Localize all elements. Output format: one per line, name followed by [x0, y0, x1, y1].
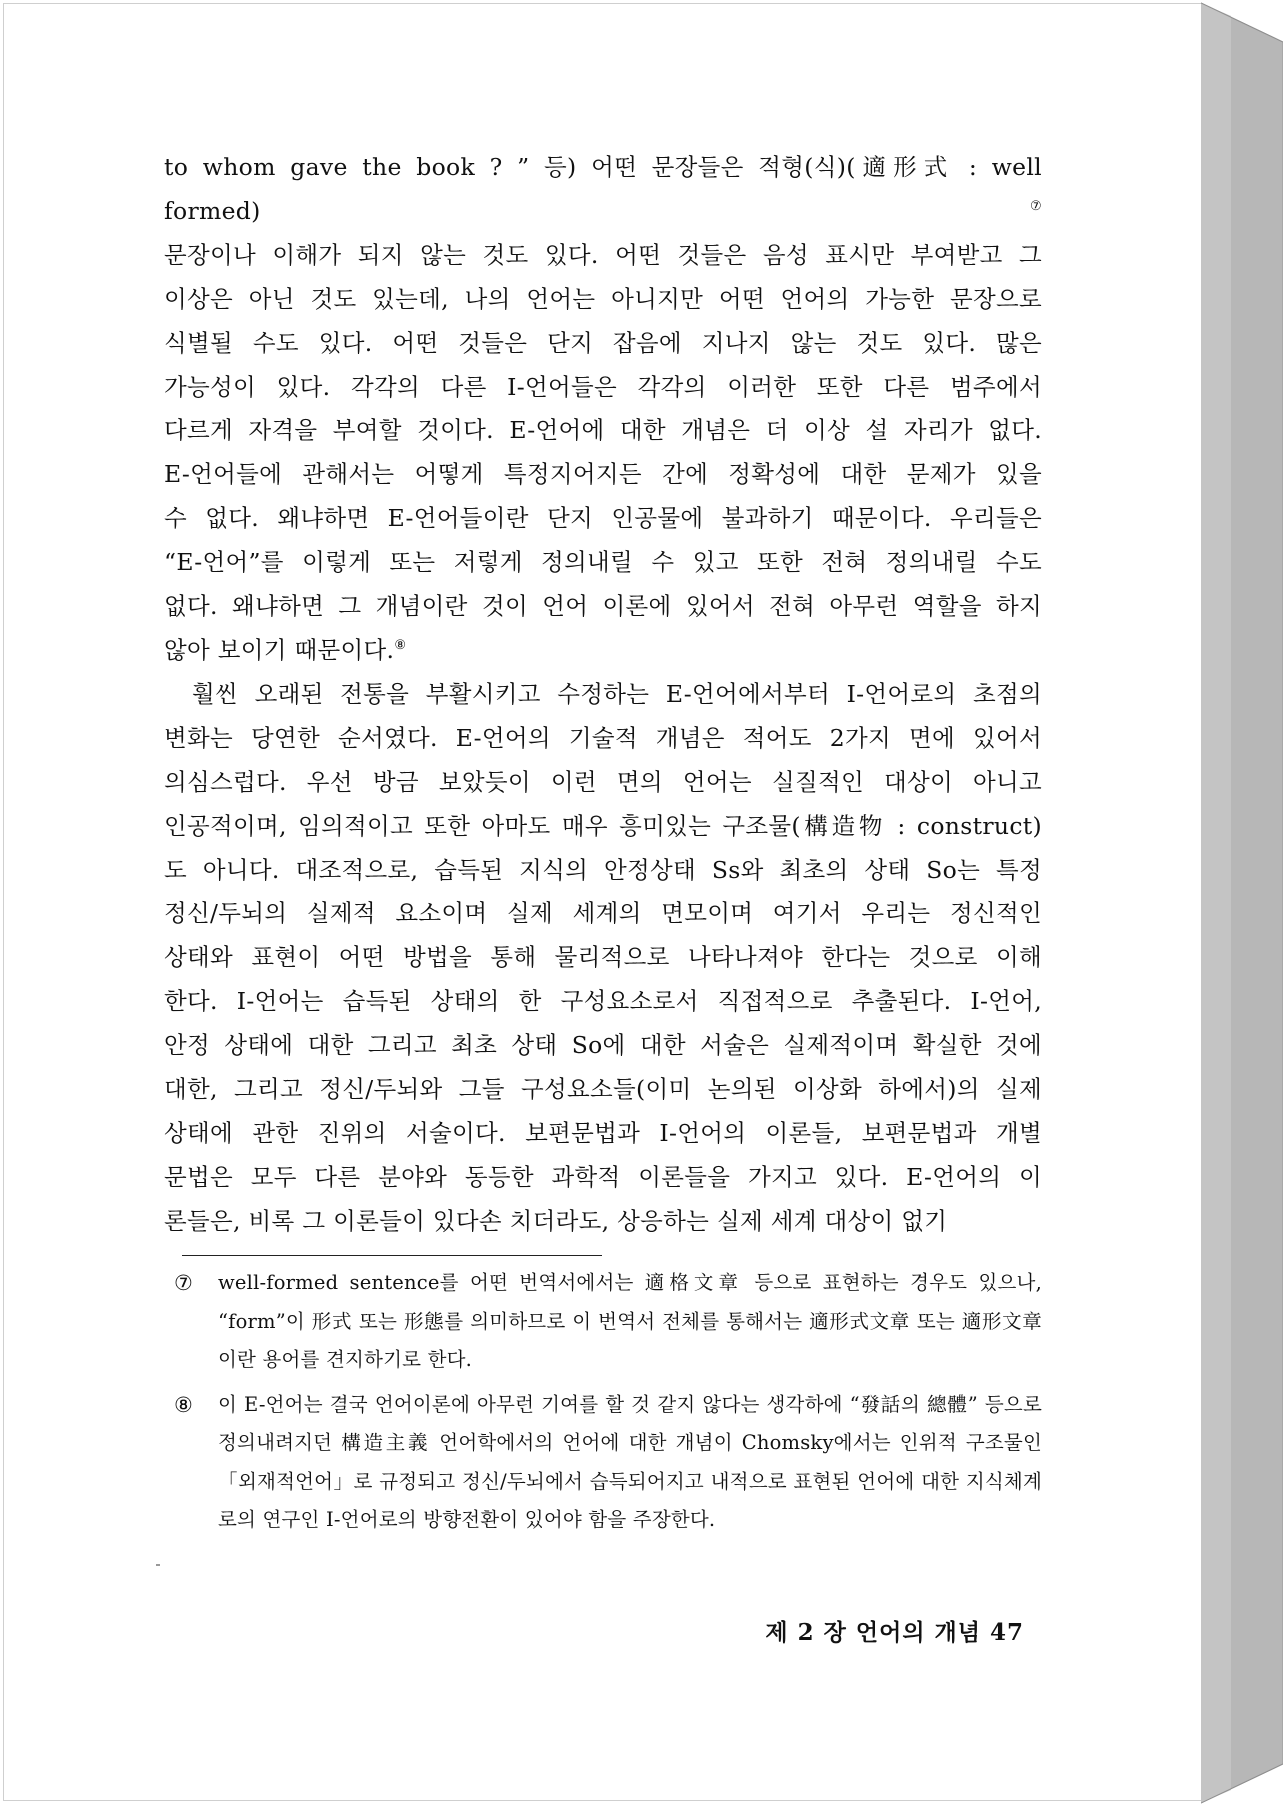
line-text: 도 아니다. 대조적으로, 습득된 지식의 안정상태 Ss와 최초의 상태 So는 특정	[164, 855, 1042, 884]
footnotes	[174, 1264, 1042, 1546]
line-text: 변화는 당연한 순서였다. E-언어의 기술적 개념은 적어도 2가지 면에 있어서	[164, 723, 1042, 752]
text-line	[164, 1024, 1042, 1068]
footnote-text: 이 E-언어는 결국 언어이론에 아무런 기여를 할 것 같지 않다는 생각하에 “發話의 總體” 등으로 정의내려지던 構造主義 언어학에서의 언어에 대한 개념이 Chomsky에서는 인위적 구조물인 「외재적언어」로 규정되고 정신/두뇌에서 습득되어지고 내적으로 표현된 언어에 대한 지식체계로의 연구인 I-언어로의 방향전환이 있어야 함을 주장한다.	[218, 1392, 1042, 1531]
line-text: 대한, 그리고 정신/두뇌와 그들 구성요소들(이미 논의된 이상화 하에서)의 실제	[164, 1075, 1042, 1104]
text-line	[164, 629, 1042, 673]
line-text: 상태에 관한 진위의 서술이다. 보편문법과 I-언어의 이론들, 보편문법과 개별	[164, 1118, 1042, 1147]
line-text: 수 없다. 왜냐하면 E-언어들이란 단지 인공물에 불과하기 때문이다. 우리들은	[164, 504, 1042, 533]
line-text: 한다. I-언어는 습득된 상태의 한 구성요소로서 직접적으로 추출된다. I-언어,	[164, 987, 1042, 1016]
footnote-separator	[182, 1255, 602, 1256]
line-text: 훨씬 오래된 전통을 부활시키고 수정하는 E-언어에서부터 I-언어로의 초점의	[192, 679, 1042, 708]
line-text: E-언어들에 관해서는 어떻게 특정지어지든 간에 정확성에 대한 문제가 있을	[164, 460, 1042, 489]
text-line	[164, 453, 1042, 497]
text-line	[164, 322, 1042, 366]
text-line	[164, 409, 1042, 453]
footnote-ref-7[interactable]: ⑦	[260, 199, 1042, 215]
page-stack-edge	[1201, 0, 1283, 1806]
text-line	[164, 1200, 1042, 1244]
text-line	[164, 541, 1042, 585]
footnote-item	[174, 1264, 1042, 1380]
line-text: “E-언어”를 이렇게 또는 저렇게 정의내릴 수 있고 또한 전혀 정의내릴 수도	[164, 548, 1042, 577]
text-line	[164, 673, 1042, 717]
line-text: 않아 보이기 때문이다.	[164, 635, 395, 664]
line-text: 문장이나 이해가 되지 않는 것도 있다. 어떤 것들은 음성 표시만 부여받고 그	[164, 240, 1042, 269]
text-line	[164, 234, 1042, 278]
text-line	[164, 717, 1042, 761]
line-text: 인공적이며, 임의적이고 또한 아마도 매우 흥미있는 구조물(構造物 : construct)	[164, 811, 1042, 840]
text-line	[164, 805, 1042, 849]
margin-speck	[156, 1564, 160, 1566]
text-line	[164, 849, 1042, 893]
text-line	[164, 1112, 1042, 1156]
line-text: 상태와 표현이 어떤 방법을 통해 물리적으로 나타나져야 한다는 것으로 이해	[164, 943, 1042, 972]
body-text	[164, 146, 1042, 1244]
line-text: 안정 상태에 대한 그리고 최초 상태 So에 대한 서술은 실제적이며 확실한 것에	[164, 1031, 1042, 1060]
book-page	[3, 3, 1201, 1801]
text-line	[164, 278, 1042, 322]
text-line	[164, 761, 1042, 805]
footnote-text: well-formed sentence를 어떤 번역서에서는 適格文章 등으로 표현하는 경우도 있으나, “form”이 形式 또는 形態를 의미하므로 이 번역서 전체를 통해서는 適形式文章 또는 適形文章이란 용어를 견지하기로 한다.	[218, 1271, 1042, 1371]
line-text: 식별될 수도 있다. 어떤 것들은 단지 잡음에 지나지 않는 것도 있다. 많은	[164, 328, 1042, 357]
text-line	[164, 1156, 1042, 1200]
text-line	[164, 892, 1042, 936]
line-text: 없다. 왜냐하면 그 개념이란 것이 언어 이론에 있어서 전혀 아무런 역할을 하지	[164, 592, 1042, 621]
line-text: 정신/두뇌의 실제적 요소이며 실제 세계의 면모이며 여기서 우리는 정신적인	[164, 899, 1042, 928]
footnote-number: ⑧	[174, 1392, 194, 1417]
text-line	[164, 1068, 1042, 1112]
footnote-number: ⑦	[174, 1271, 194, 1295]
text-line	[164, 497, 1042, 541]
line-text: 이상은 아닌 것도 있는데, 나의 언어는 아니지만 어떤 언어의 가능한 문장으로	[164, 284, 1042, 313]
line-text: 의심스럽다. 우선 방금 보았듯이 이런 면의 언어는 실질적인 대상이 아니고	[164, 767, 1042, 796]
running-foot: 제 2 장 언어의 개념 47	[765, 1619, 1024, 1646]
line-text: 가능성이 있다. 각각의 다른 I-언어들은 각각의 이러한 또한 다른 범주에서	[164, 372, 1042, 401]
footnote-item	[174, 1386, 1042, 1540]
line-text: 론들은, 비록 그 이론들이 있다손 치더라도, 상응하는 실제 세계 대상이 없기	[164, 1206, 948, 1235]
line-text: 다르게 자격을 부여할 것이다. E-언어에 대한 개념은 더 이상 설 자리가 없다.	[164, 416, 1042, 445]
line-text: to whom gave the book ? ” 등) 어떤 문장들은 적형(식)(適形式 : well formed)	[164, 153, 1042, 225]
text-line	[164, 936, 1042, 980]
text-line	[164, 366, 1042, 410]
text-line	[164, 585, 1042, 629]
text-line	[164, 980, 1042, 1024]
line-text: 문법은 모두 다른 분야와 동등한 과학적 이론들을 가지고 있다. E-언어의 이	[164, 1162, 1042, 1191]
text-line	[164, 146, 1042, 234]
footnote-ref-8[interactable]: ⑧	[394, 638, 407, 654]
